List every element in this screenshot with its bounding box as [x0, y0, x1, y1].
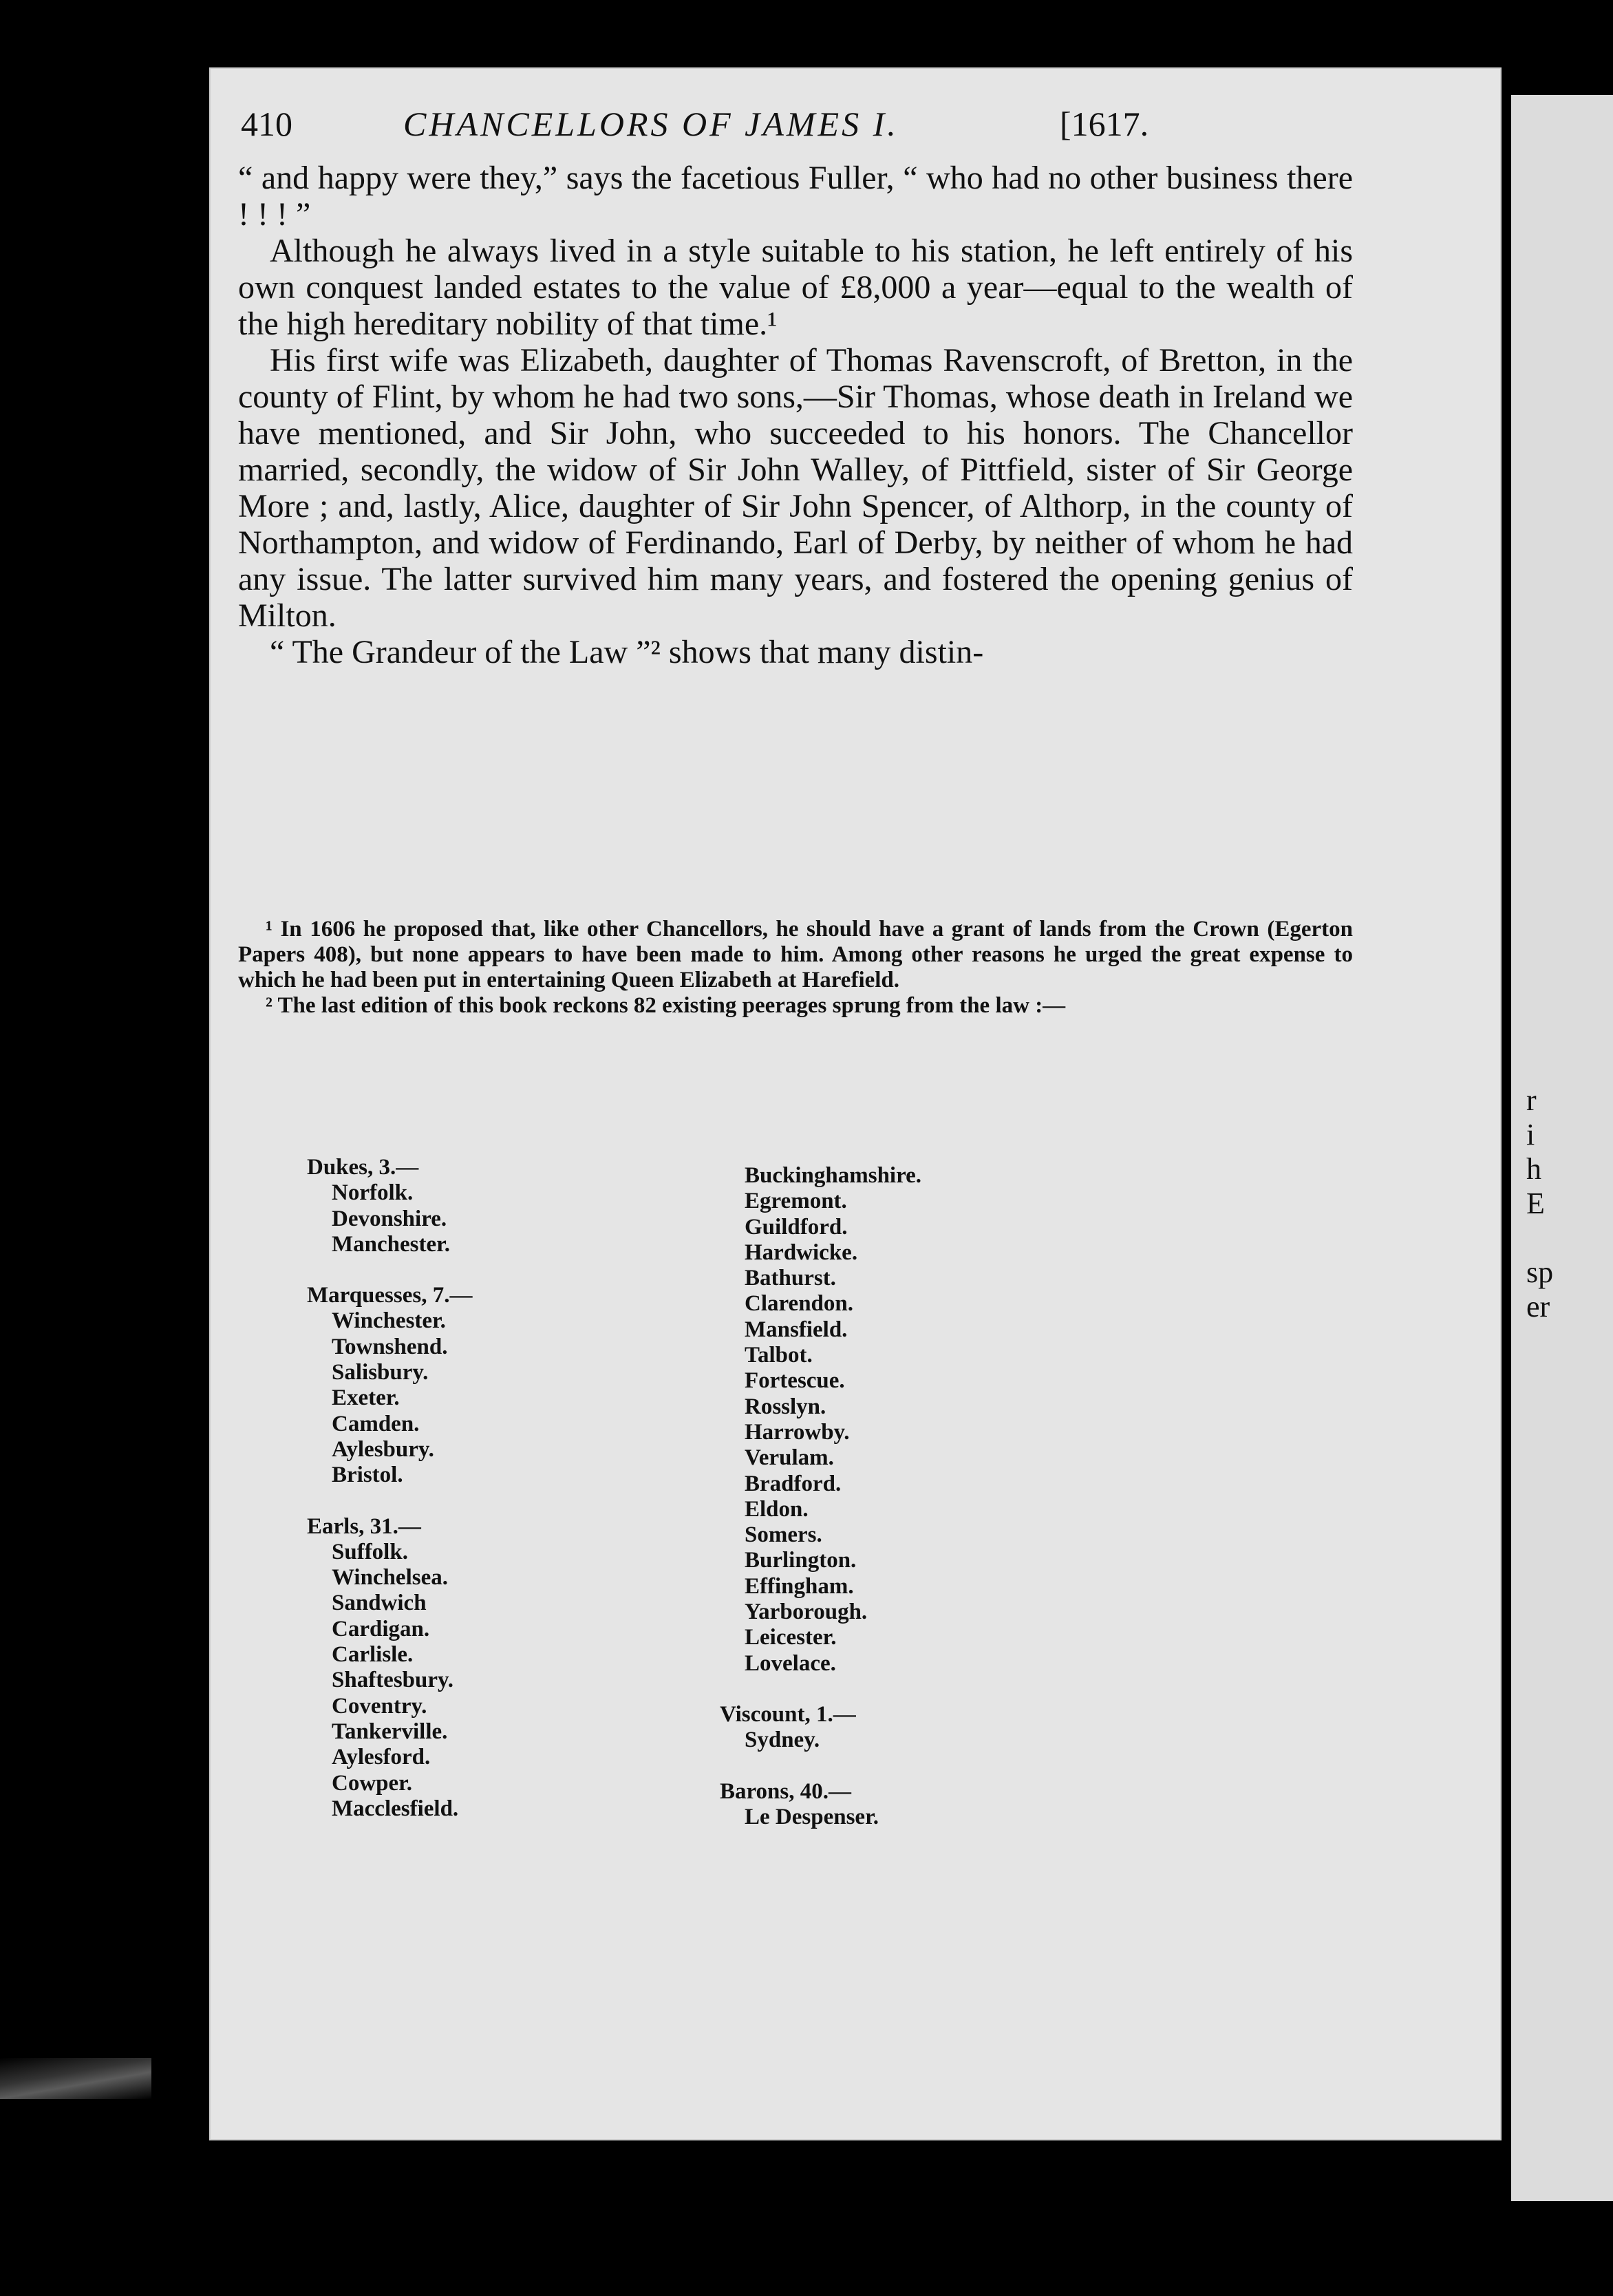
facing-fragment: sp [1526, 1255, 1554, 1289]
running-header [241, 103, 1342, 158]
list-item: Eldon. [745, 1496, 809, 1522]
list-item: Leicester. [745, 1625, 837, 1650]
peerage-list-right [720, 1163, 1064, 1830]
list-item: Exeter. [332, 1385, 400, 1411]
list-item: Burlington. [745, 1548, 857, 1573]
list-item: Le Despenser. [745, 1804, 879, 1829]
peerage-list-left [307, 1155, 651, 1822]
list-heading: Barons, 40.— [720, 1778, 852, 1804]
list-item: Sydney. [745, 1728, 820, 1753]
facing-fragment: E [1526, 1187, 1545, 1220]
list-item: Shaftesbury. [332, 1668, 453, 1693]
facing-fragment: r [1526, 1083, 1537, 1117]
list-item: Salisbury. [332, 1360, 429, 1385]
paragraph: “ The Grandeur of the Law ”² shows that many distin- [270, 634, 984, 670]
list-item: Coventry. [332, 1693, 427, 1719]
list-item: Rosslyn. [745, 1394, 826, 1419]
list-item: Manchester. [332, 1231, 450, 1257]
footnote: ¹ In 1606 he proposed that, like other Chancellors, he should have a grant of lands from the Crown (Egerton Papers 408), but none appears to have been made to him. Among other reasons he urged the great expense to which he had been put in entertaining Queen Elizabeth at Harefield. [238, 917, 1353, 992]
list-item: Macclesfield. [332, 1796, 459, 1821]
facing-fragment: i [1526, 1118, 1535, 1151]
list-item: Cowper. [332, 1770, 413, 1796]
list-item: Devonshire. [332, 1206, 447, 1231]
list-heading: Earls, 31.— [307, 1513, 421, 1539]
list-item: Fortescue. [745, 1368, 845, 1394]
list-heading: Viscount, 1.— [720, 1701, 856, 1727]
list-item: Hardwicke. [745, 1240, 858, 1265]
facing-fragment: h [1526, 1152, 1541, 1186]
list-item: Suffolk. [332, 1539, 408, 1564]
list-item: Winchester. [332, 1308, 446, 1334]
list-item: Camden. [332, 1411, 420, 1436]
list-item: Harrowby. [745, 1419, 850, 1445]
list-item: Guildford. [745, 1214, 848, 1240]
list-item: Cardigan. [332, 1616, 430, 1641]
list-item: Effingham. [745, 1573, 854, 1599]
list-item: Egremont. [745, 1189, 847, 1214]
list-item: Clarendon. [745, 1291, 854, 1317]
list-item: Talbot. [745, 1343, 813, 1368]
header-year: [1617. [1060, 105, 1149, 143]
list-item: Bristol. [332, 1463, 403, 1488]
list-item: Verulam. [745, 1445, 834, 1471]
list-item: Mansfield. [745, 1317, 848, 1342]
list-heading: Dukes, 3.— [307, 1155, 419, 1180]
list-item: Aylesford. [332, 1745, 431, 1770]
list-item: Bathurst. [745, 1266, 836, 1291]
paragraph: Although he always lived in a style suitable to his station, he left entirely of his own conquest landed estates to the value of £8,000 a year—equal to the wealth of the high hereditary nobility of that time.¹ [238, 233, 1353, 342]
list-item: Yarborough. [745, 1599, 868, 1625]
list-item: Buckinghamshire. [745, 1163, 922, 1188]
list-item: Somers. [745, 1522, 822, 1548]
list-item: Aylesbury. [332, 1436, 434, 1462]
scan-artifact [0, 2058, 151, 2099]
list-item: Norfolk. [332, 1180, 414, 1206]
running-title: CHANCELLORS OF JAMES I. [403, 105, 899, 143]
paragraph: His first wife was Elizabeth, daughter of Thomas Ravenscroft, of Bretton, in the county of Flint, by whom he had two sons,—Sir Thomas, whose death in Ireland we have mentioned, and Sir John, who succeeded to his honors. The Chancellor married, secondly, the widow of Sir John Walley, of Pittfield, sister of Sir George More ; and, lastly, Alice, daughter of Sir John Spencer, of Althorp, in the county of Northampton, and widow of Ferdinando, Earl of Derby, by neither of whom he had any issue. The latter survived him many years, and fostered the opening genius of Milton. [238, 342, 1353, 634]
footnotes [238, 917, 1353, 1019]
list-item: Carlisle. [332, 1642, 414, 1668]
facing-fragment: er [1526, 1290, 1550, 1324]
list-item: Lovelace. [745, 1650, 836, 1676]
paragraph: “ and happy were they,” says the facetious Fuller, “ who had no other business there ! ! ! ” [238, 160, 1353, 233]
list-item: Sandwich [332, 1591, 427, 1616]
list-item: Bradford. [745, 1471, 842, 1496]
facing-page-edge [1511, 95, 1613, 2201]
list-item: Winchelsea. [332, 1565, 448, 1591]
list-heading: Marquesses, 7.— [307, 1283, 473, 1308]
list-item: Townshend. [332, 1334, 448, 1359]
page-number: 410 [241, 105, 292, 143]
list-item: Tankerville. [332, 1719, 448, 1744]
main-text [238, 160, 1353, 670]
footnote: ² The last edition of this book reckons 82 existing peerages sprung from the law :— [266, 993, 1066, 1018]
